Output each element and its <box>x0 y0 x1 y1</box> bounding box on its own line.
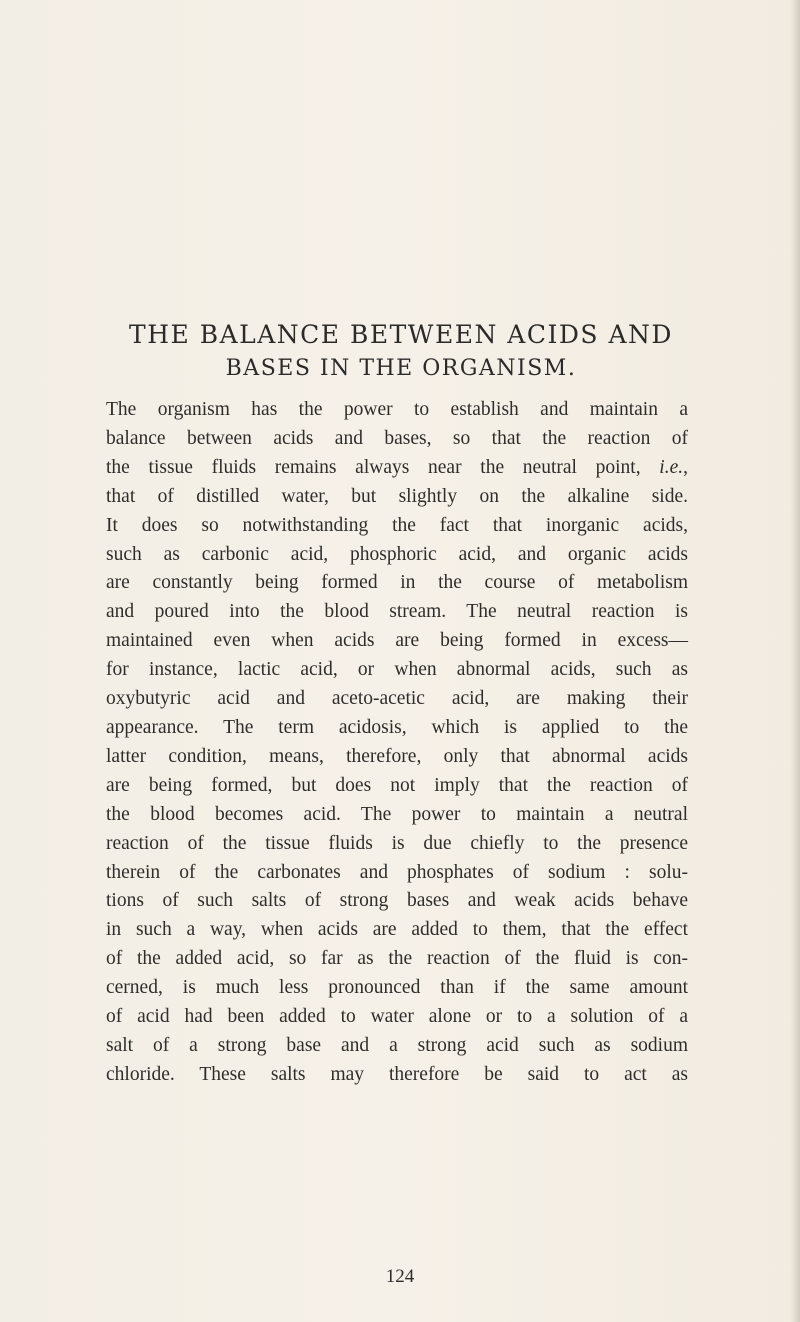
italic-abbreviation: i.e. <box>659 456 684 478</box>
text-line: balance between acids and bases, so that the reaction of <box>106 427 688 449</box>
text-line: of the added acid, so far as the reaction of the fluid is con- <box>106 948 688 970</box>
text-line: the blood becomes acid. The power to maintain a neutral <box>106 803 688 825</box>
text-line: the tissue fluids remains always near the neutral point, i.e., <box>106 456 688 478</box>
body-paragraph <box>106 396 688 1090</box>
text-line: therein of the carbonates and phosphates of sodium : solu- <box>106 861 688 883</box>
text-line: such as carbonic acid, phosphoric acid, and organic acids <box>106 543 688 565</box>
page-number: 124 <box>385 1266 415 1287</box>
page-edge-shadow <box>790 0 800 1322</box>
chapter-heading <box>96 318 706 386</box>
text-line: maintained even when acids are being formed in excess— <box>106 630 688 652</box>
text-line: latter condition, means, therefore, only that abnormal acids <box>106 745 688 767</box>
text-line: tions of such salts of strong bases and weak acids behave <box>106 890 688 912</box>
text-line: It does so notwithstanding the fact that inorganic acids, <box>106 514 688 536</box>
heading-line-2: BASES IN THE ORGANISM. <box>225 356 577 381</box>
text-line: oxybutyric acid and aceto-acetic acid, are making their <box>106 688 688 710</box>
text-line: appearance. The term acidosis, which is applied to the <box>106 716 688 738</box>
text-line: cerned, is much less pronounced than if the same amount <box>106 977 688 999</box>
text-line: chloride. These salts may therefore be said to act as <box>106 1063 688 1085</box>
text-line: reaction of the tissue fluids is due chiefly to the presence <box>106 832 688 854</box>
text-line: and poured into the blood stream. The neutral reaction is <box>106 601 688 623</box>
text-line: The organism has the power to establish and maintain a <box>106 399 688 420</box>
text-line: in such a way, when acids are added to them, that the effect <box>106 919 688 941</box>
text-line: salt of a strong base and a strong acid such as sodium <box>106 1034 688 1056</box>
text-line: for instance, lactic acid, or when abnormal acids, such as <box>106 659 688 681</box>
text-line: that of distilled water, but slightly on the alkaline side. <box>106 485 688 507</box>
text-line: of acid had been added to water alone or to a solution of a <box>106 1006 688 1028</box>
text-line: are constantly being formed in the course of metabolism <box>106 572 688 594</box>
heading-line-1: THE BALANCE BETWEEN ACIDS AND <box>129 320 673 349</box>
text-line: are being formed, but does not imply that the reaction of <box>106 774 688 796</box>
